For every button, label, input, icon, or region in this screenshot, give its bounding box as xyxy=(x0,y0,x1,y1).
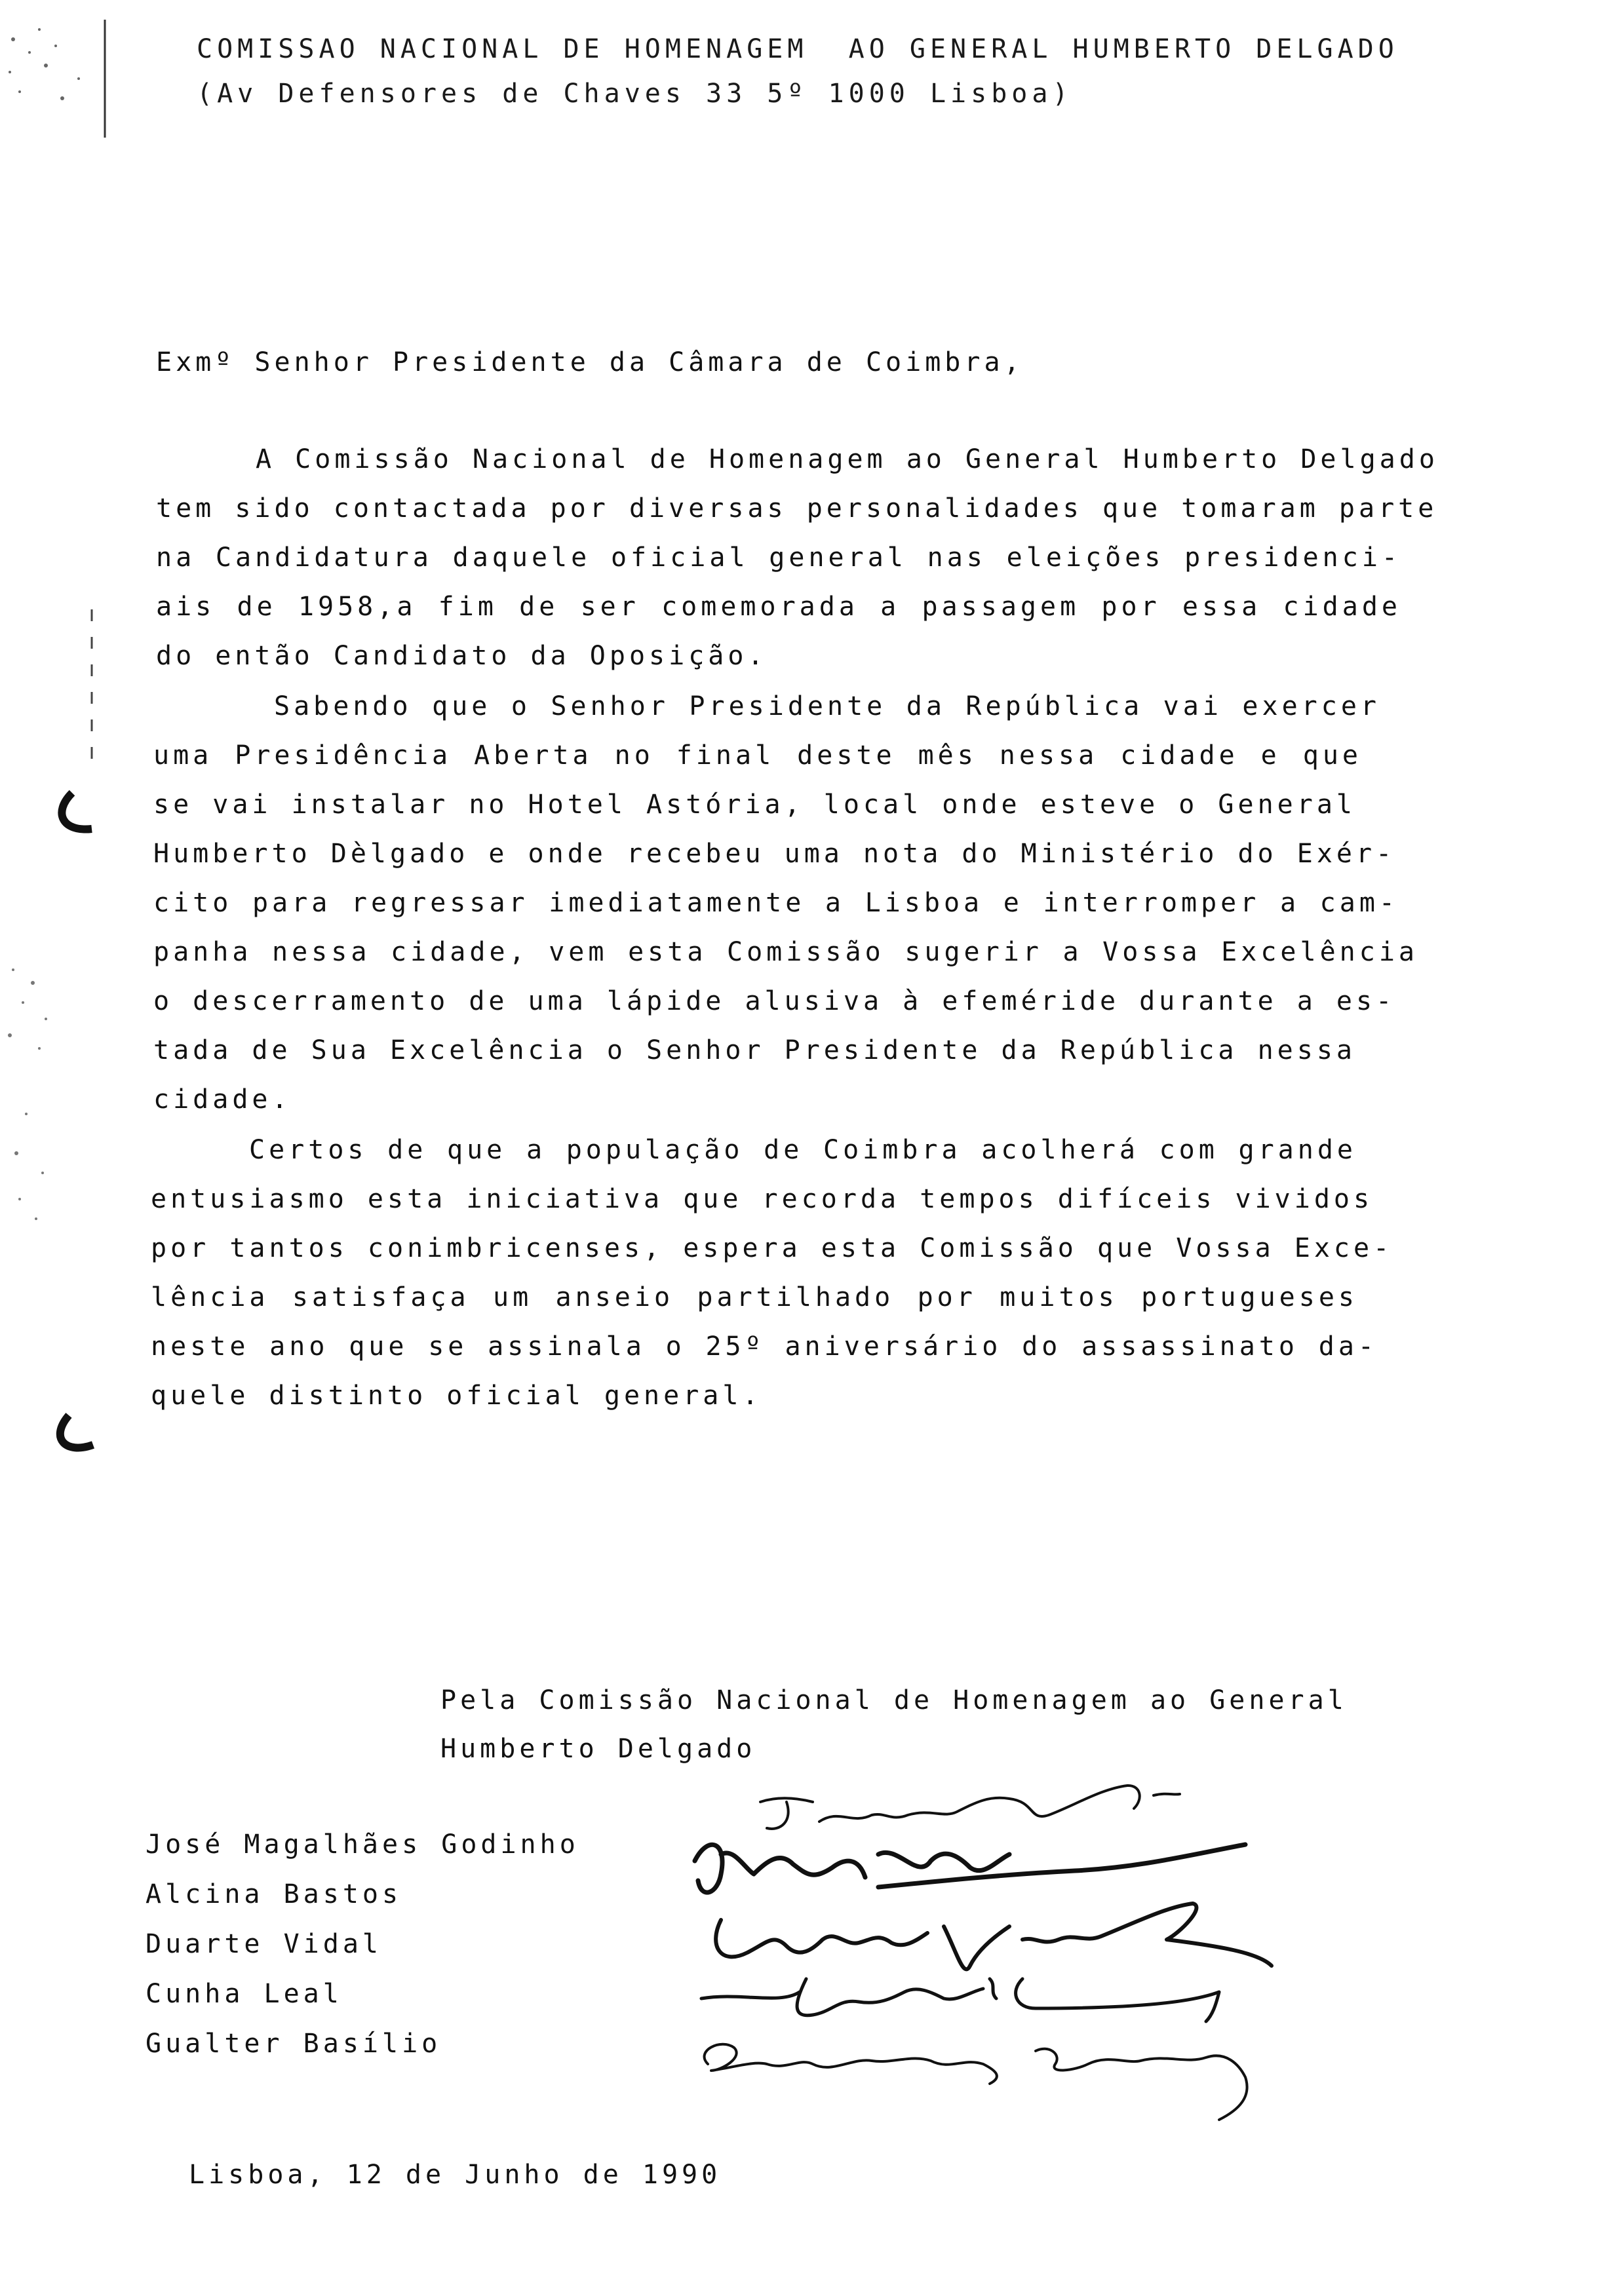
signatory-name: José Magalhães Godinho xyxy=(146,1829,579,1860)
body-line: entusiasmo esta iniciativa que recorda tempos difíceis vividos xyxy=(151,1184,1374,1214)
body-line: Humberto Dèlgado e onde recebeu uma nota do Ministério do Exér- xyxy=(153,839,1396,869)
signature-duarte-vidal xyxy=(716,1904,1272,1969)
closing-line-2: Humberto Delgado xyxy=(440,1734,756,1764)
scan-noise-top xyxy=(9,28,80,100)
body-line: na Candidatura daquele oficial general nas eleições presidenci- xyxy=(156,543,1401,573)
body-line: panha nessa cidade, vem esta Comissão sugerir a Vossa Excelência xyxy=(153,937,1418,967)
body-line: Certos de que a população de Coimbra acolherá com grande xyxy=(249,1135,1357,1165)
body-line: ais de 1958,a fim de ser comemorada a passagem por essa cidade xyxy=(156,592,1401,622)
handwritten-signatures xyxy=(682,1782,1311,2228)
body-line: Sabendo que o Senhor Presidente da República vai exercer xyxy=(274,691,1380,721)
scan-margin-marks xyxy=(0,0,118,2296)
body-line: por tantos conimbricenses, espera esta Comissão que Vossa Exce- xyxy=(151,1233,1393,1263)
body-line: o descerramento de uma lápide alusiva à efeméride durante a es- xyxy=(153,986,1396,1016)
signature-gualter-basilio xyxy=(705,2044,1247,2120)
salutation: Exmº Senhor Presidente da Câmara de Coimbra, xyxy=(156,347,1024,377)
closing-line-1: Pela Comissão Nacional de Homenagem ao General xyxy=(440,1685,1348,1715)
body-line: neste ano que se assinala o 25º aniversário do assassinato da- xyxy=(151,1331,1378,1362)
letterhead-address: (Av Defensores de Chaves 33 5º 1000 Lisboa) xyxy=(197,79,1073,109)
body-line: quele distinto oficial general. xyxy=(151,1381,762,1411)
signatory-name: Cunha Leal xyxy=(146,1979,343,2009)
body-line: lência satisfaça um anseio partilhado por muitos portugueses xyxy=(151,1282,1358,1312)
signature-godinho xyxy=(760,1786,1180,1829)
signature-cunha-leal xyxy=(701,1979,1219,2021)
punch-hole-mark-top xyxy=(62,793,92,830)
signatory-name: Duarte Vidal xyxy=(146,1929,382,1959)
punch-hole-mark-bottom xyxy=(60,1415,93,1447)
date-line: Lisboa, 12 de Junho de 1990 xyxy=(189,2160,722,2190)
signature-alcina-bastos xyxy=(695,1845,1245,1892)
body-line: cidade. xyxy=(153,1084,292,1115)
body-line: do então Candidato da Oposição. xyxy=(156,641,768,671)
body-line: tada de Sua Excelência o Senhor Presidente da República nessa xyxy=(153,1035,1357,1065)
body-line: se vai instalar no Hotel Astória, local onde esteve o General xyxy=(153,790,1357,820)
signatory-name: Alcina Bastos xyxy=(146,1879,402,1909)
body-line: cito para regressar imediatamente a Lisboa e interromper a cam- xyxy=(153,888,1399,918)
body-line: uma Presidência Aberta no final deste mês nessa cidade e que xyxy=(153,740,1362,771)
scan-noise-middle xyxy=(8,968,47,1220)
signatory-name: Gualter Basílio xyxy=(146,2029,442,2059)
body-line: A Comissão Nacional de Homenagem ao General Humberto Delgado xyxy=(256,444,1439,474)
body-line: tem sido contactada por diversas personalidades que tomaram parte xyxy=(156,493,1438,524)
letterhead-name: COMISSAO NACIONAL DE HOMENAGEM AO GENERAL HUMBERTO DELGADO xyxy=(197,34,1399,64)
